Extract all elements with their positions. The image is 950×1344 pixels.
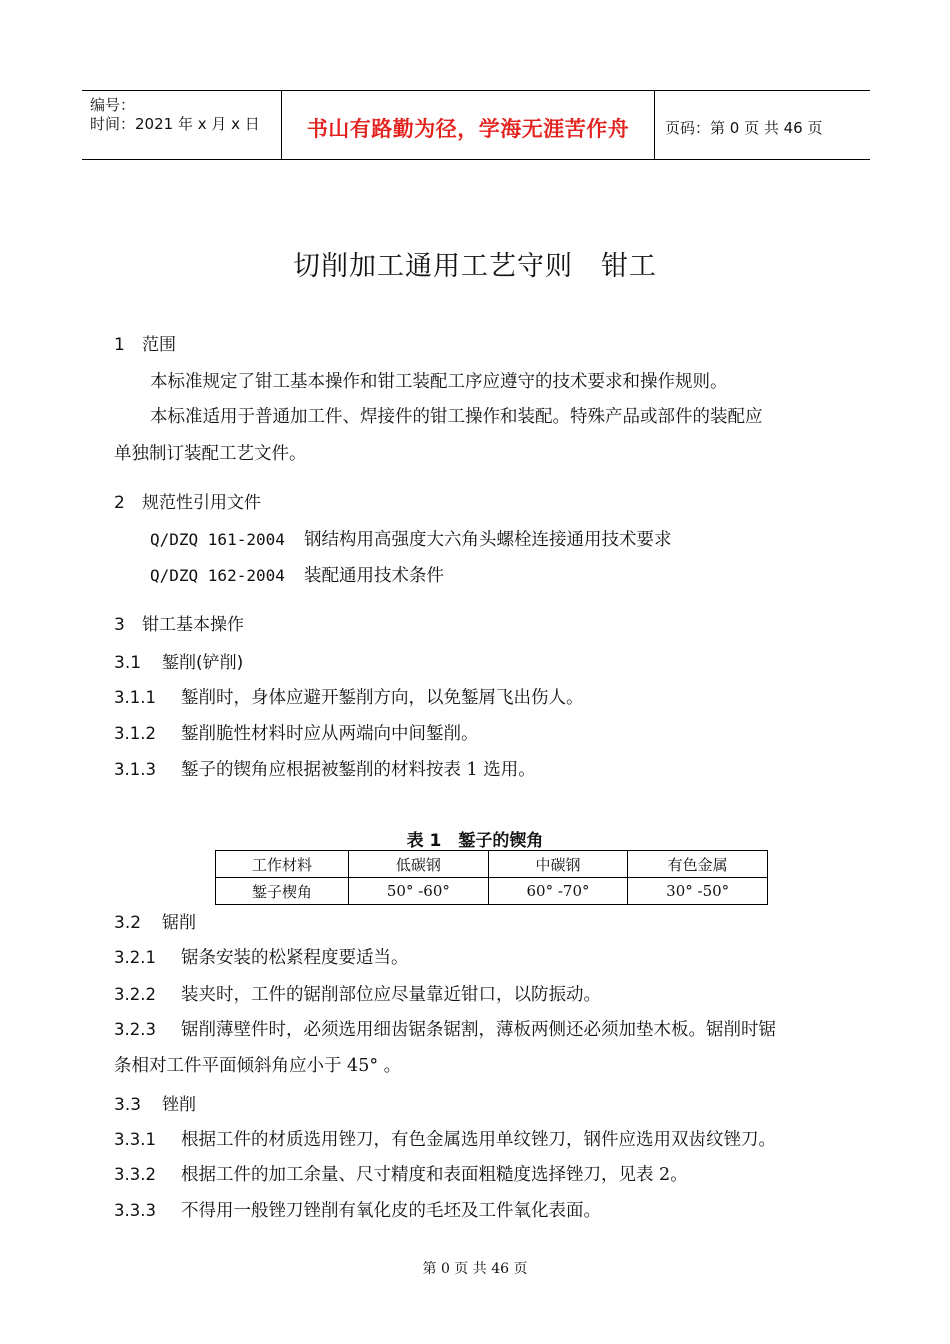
page-footer: 第 0 页 共 46 页	[422, 1261, 528, 1277]
reference-item	[150, 526, 672, 551]
header-page-cell	[655, 91, 870, 159]
table-header-row	[216, 851, 768, 878]
clause-number: 3.2.1	[114, 948, 156, 967]
document-header	[82, 90, 870, 160]
document-number-label: 编号：	[90, 96, 136, 114]
table-caption: 表 1 錾子的锲角	[406, 831, 544, 851]
subsection-number: 3.1	[114, 653, 142, 673]
section-title: 范围	[142, 335, 176, 355]
section-title: 钳工基本操作	[142, 615, 244, 635]
clause	[114, 756, 536, 781]
clause-number: 3.3.2	[114, 1165, 156, 1184]
clause-text: 錾削脆性材料时应从两端向中间錾削。	[181, 724, 479, 744]
clause	[114, 1126, 776, 1151]
reference-title: 装配通用技术条件	[304, 566, 444, 586]
section-number: 2	[114, 493, 125, 513]
reference-code: Q/DZQ 162-2004	[150, 566, 285, 585]
table-cell: 50° -60°	[349, 878, 489, 905]
paragraph: 本标准适用于普通加工件、焊接件的钳工操作和装配。特殊产品或部件的装配应	[150, 407, 763, 427]
clause-number: 3.2.2	[114, 985, 156, 1004]
table-cell: 有色金属	[628, 851, 768, 878]
clause-number: 3.3.1	[114, 1130, 156, 1149]
clause-text: 装夹时，工件的锯削部位应尽量靠近钳口，以防振动。	[181, 985, 601, 1005]
clause-number: 3.1.2	[114, 724, 156, 743]
chisel-angle-table	[215, 850, 768, 905]
header-page-info: 页码：第 0 页 共 46 页	[665, 119, 823, 137]
clause-text: 不得用一般锉刀锉削有氧化皮的毛坯及工件氧化表面。	[181, 1201, 601, 1221]
subsection-title: 锉削	[162, 1095, 196, 1115]
clause-text: 根据工件的加工余量、尺寸精度和表面粗糙度选择锉刀，见表 2。	[181, 1165, 688, 1185]
section-heading	[114, 610, 244, 635]
clause-text: 錾子的锲角应根据被錾削的材料按表 1 选用。	[181, 760, 536, 780]
header-meta-cell	[82, 91, 282, 159]
table-cell: 錾子楔角	[216, 878, 349, 905]
section-number: 1	[114, 335, 125, 355]
section-heading	[114, 330, 176, 355]
subsection-heading	[114, 648, 243, 673]
clause-text: 根据工件的材质选用锉刀，有色金属选用单纹锉刀，钢件应选用双齿纹锉刀。	[181, 1130, 776, 1150]
header-motto: 书山有路勤为径，学海无涯苦作舟	[306, 117, 630, 141]
section-heading	[114, 488, 261, 513]
clause	[114, 1016, 776, 1041]
subsection-number: 3.2	[114, 913, 142, 933]
table-cell: 30° -50°	[628, 878, 768, 905]
clause	[114, 944, 409, 969]
subsection-title: 锯削	[162, 913, 196, 933]
table-cell: 中碳钢	[488, 851, 628, 878]
clause	[114, 684, 584, 709]
subsection-heading	[114, 908, 196, 933]
reference-code: Q/DZQ 161-2004	[150, 530, 285, 549]
clause	[114, 1197, 601, 1222]
clause	[114, 720, 479, 745]
paragraph: 本标准规定了钳工基本操作和钳工装配工序应遵守的技术要求和操作规则。	[150, 372, 728, 392]
document-title: 切削加工通用工艺守则 钳工	[293, 251, 657, 282]
clause	[114, 981, 601, 1006]
table-cell: 60° -70°	[488, 878, 628, 905]
clause-text: 锯条安装的松紧程度要适当。	[181, 948, 409, 968]
subsection-heading	[114, 1090, 196, 1115]
section-title: 规范性引用文件	[142, 493, 261, 513]
paragraph-continuation: 单独制订装配工艺文件。	[114, 444, 307, 464]
clause-text: 锯削薄壁件时，必须选用细齿锯条锯割，薄板两侧还必须加垫木板。锯削时锯	[181, 1020, 776, 1040]
table-cell: 低碳钢	[349, 851, 489, 878]
clause-number: 3.2.3	[114, 1020, 156, 1039]
table-cell: 工作材料	[216, 851, 349, 878]
table-row	[216, 878, 768, 905]
reference-title: 钢结构用高强度大六角头螺栓连接通用技术要求	[304, 530, 672, 550]
document-time-label: 时间：2021 年 x 月 x 日	[90, 115, 260, 133]
clause	[114, 1161, 688, 1186]
subsection-title: 錾削(铲削)	[162, 653, 244, 673]
clause-text: 錾削时，身体应避开錾削方向，以免錾屑飞出伤人。	[181, 688, 584, 708]
header-motto-cell	[282, 91, 655, 159]
reference-item	[150, 562, 444, 587]
subsection-number: 3.3	[114, 1095, 142, 1115]
clause-number: 3.1.1	[114, 688, 156, 707]
clause-continuation: 条相对工件平面倾斜角应小于 45° 。	[114, 1056, 402, 1076]
section-number: 3	[114, 615, 125, 635]
clause-number: 3.1.3	[114, 760, 156, 779]
clause-number: 3.3.3	[114, 1201, 156, 1220]
